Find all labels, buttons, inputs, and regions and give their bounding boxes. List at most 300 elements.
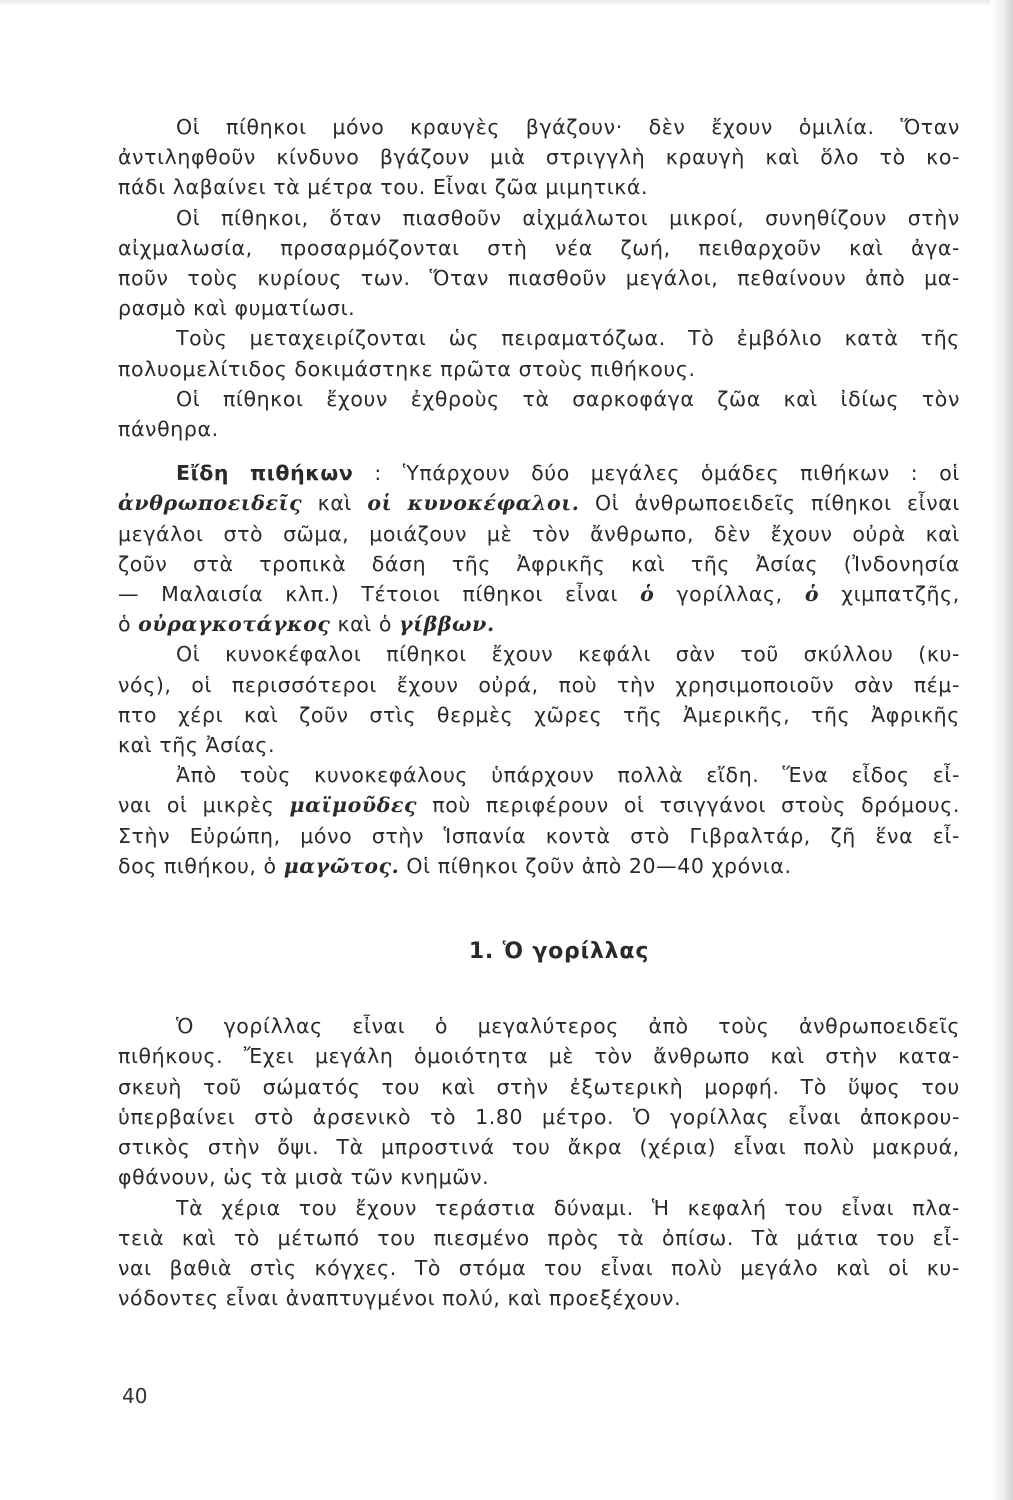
- word: λαβαίνει: [172, 175, 267, 200]
- word: κλπ.): [285, 582, 340, 607]
- word: Τὸ: [688, 326, 715, 351]
- word: πιθήκους.: [590, 356, 696, 381]
- word: γορίλλας: [669, 1104, 770, 1129]
- word: ὅταν: [329, 205, 382, 230]
- word: πολύ,: [442, 1286, 501, 1311]
- word: ρασμὸ: [118, 296, 187, 321]
- word: οὐρὰ: [852, 521, 906, 546]
- word: ὄψι.: [277, 1135, 320, 1160]
- word: ἀπὸ: [865, 266, 906, 291]
- word: κραυγὴ: [665, 145, 745, 170]
- text-line: [118, 1253, 960, 1283]
- word: κίνδυνο: [276, 145, 360, 170]
- word: (Ἰνδονησία: [843, 551, 960, 576]
- word: κυ-: [926, 1255, 960, 1280]
- word: σκευὴ: [118, 1074, 183, 1099]
- text-line: [118, 790, 960, 820]
- word: καὶ: [193, 296, 228, 321]
- scan-top-edge: [0, 0, 1013, 6]
- text-line: [118, 579, 960, 609]
- word: ὡς: [223, 1165, 254, 1190]
- word: ἀναπτυγμένοι: [285, 1286, 436, 1311]
- word: μαγῶτος.: [283, 853, 400, 878]
- word: εἶναι: [600, 1255, 654, 1280]
- word: Τὰ: [751, 1225, 779, 1250]
- word: κυνοκεφάλους: [314, 763, 469, 788]
- text-line: [118, 760, 960, 790]
- word: οὐρά,: [478, 672, 539, 697]
- word: τοὺς: [239, 763, 292, 788]
- word: πιεσμένο: [433, 1225, 530, 1250]
- word: ἔχουν: [396, 672, 459, 697]
- word: σῶμα,: [283, 521, 350, 546]
- text-line: [118, 1102, 960, 1132]
- word: ἀπὸ: [648, 1014, 689, 1039]
- word: ζοῦν: [118, 551, 168, 576]
- word: μεγάλες: [590, 461, 680, 486]
- word: Τὰ: [176, 1195, 204, 1220]
- word: καὶ: [317, 491, 352, 516]
- word: Ἀσίας: [755, 551, 819, 576]
- word: ἀρσενικὸ: [312, 1104, 412, 1129]
- word: στὰ: [192, 551, 234, 576]
- word: μόνο: [332, 115, 385, 139]
- word: εἶναι: [565, 582, 619, 607]
- word: πάδι: [118, 175, 166, 200]
- word: 20—40: [628, 853, 705, 878]
- word: τὰ: [522, 386, 550, 411]
- word: στὴν: [496, 1074, 549, 1099]
- word: των.: [360, 266, 411, 291]
- word: Τοὺς: [176, 326, 228, 351]
- word: ἐξωτερικὴ: [569, 1074, 684, 1099]
- word: στὶς: [369, 702, 417, 727]
- word: οἱ: [888, 1255, 909, 1280]
- word: τεράστια: [435, 1195, 536, 1220]
- word: μαϊμοῦδες: [289, 793, 418, 818]
- text-line: [118, 1193, 960, 1223]
- word: ἐμβόλιο: [736, 326, 823, 351]
- word: καὶ: [118, 733, 153, 758]
- word: κόγχες.: [314, 1255, 397, 1280]
- text-line: [118, 263, 960, 293]
- word: πίθηκοι: [437, 853, 519, 878]
- word: μὲ: [548, 1044, 575, 1069]
- word: πιθήκων: [249, 461, 354, 486]
- text-line: [118, 1162, 960, 1192]
- word: καὶ: [243, 702, 279, 727]
- word: στὸ: [223, 521, 264, 546]
- word: καὶ: [441, 1074, 476, 1099]
- word: εἶναι: [352, 1014, 406, 1039]
- word: στικὸς: [118, 1135, 191, 1160]
- word: πειραματόζωα.: [501, 326, 666, 351]
- word: μέτρο.: [542, 1104, 615, 1129]
- word: μισὰ: [294, 1165, 344, 1190]
- word: ἔχουν: [711, 115, 773, 139]
- text-line: [118, 293, 960, 323]
- word: φυματίωσι.: [234, 296, 356, 321]
- word: ζῶα: [494, 175, 539, 200]
- word: προσαρμόζονται: [280, 235, 460, 260]
- word: δοκιμάστηκε: [294, 356, 434, 381]
- word: ποὺ: [432, 793, 471, 818]
- word: φθάνουν,: [118, 1165, 217, 1190]
- word: πρὸς: [547, 1225, 600, 1250]
- word: πιθήκους.: [118, 1044, 224, 1069]
- word: —: [118, 582, 140, 607]
- word: ἀντιληφθοῦν: [118, 145, 256, 170]
- word: του: [381, 1074, 421, 1099]
- word: τὴν: [617, 672, 656, 697]
- text-line: [118, 488, 960, 518]
- word: Ἀφρικῆς: [871, 702, 960, 727]
- text-line: [118, 730, 960, 760]
- word: πιθήκου,: [163, 853, 257, 878]
- word: ἀπὸ: [581, 853, 622, 878]
- word: ὁ: [434, 1014, 448, 1039]
- word: εἶναι: [788, 1104, 841, 1129]
- word: ἕνα: [875, 823, 914, 848]
- word: πειθαρχοῦν: [698, 235, 822, 260]
- word: μὲ: [486, 521, 513, 546]
- word: μέτρα: [307, 175, 374, 200]
- word: τὰ: [617, 1225, 645, 1250]
- word: αἰχμαλωσία,: [118, 235, 253, 260]
- word: τοῦ: [740, 642, 779, 667]
- word: του: [921, 1074, 960, 1099]
- word: πίθηκοι: [386, 642, 467, 667]
- section-heading: 1. Ὁ γορίλλας: [468, 939, 650, 965]
- word: ἀνθρωποειδεῖς: [799, 1014, 960, 1039]
- word: μπροστινά: [381, 1135, 495, 1160]
- word: καὶ: [630, 551, 666, 576]
- word: βγάζουν: [379, 145, 470, 170]
- word: ὕψος: [847, 1074, 901, 1099]
- word: μιὰ: [490, 145, 526, 170]
- word: ὁμοιότητα: [413, 1044, 529, 1069]
- word: μόνο: [300, 823, 353, 848]
- word: οἱ: [367, 491, 393, 516]
- word: δρόμους.: [861, 793, 960, 818]
- word: χρησιμοποιοῦν: [675, 672, 835, 697]
- word: μακρυά,: [872, 1135, 960, 1160]
- paragraph: [118, 458, 960, 639]
- paragraph: [118, 639, 960, 760]
- word: εἴδη.: [706, 763, 760, 788]
- paragraph: [118, 760, 960, 881]
- word: μάτια: [796, 1225, 859, 1250]
- word: στὸ: [254, 1104, 294, 1129]
- word: Στὴν: [118, 823, 171, 848]
- word: Τὰ: [336, 1135, 364, 1160]
- word: κυνοκέφαλοι.: [407, 491, 580, 516]
- word: εἶδος: [851, 763, 910, 788]
- word: Ἡ: [651, 1195, 670, 1220]
- word: ἰδίως: [840, 386, 900, 411]
- word: Οἱ: [176, 115, 201, 139]
- word: τῆς: [811, 702, 851, 727]
- word: (χέρια): [639, 1135, 717, 1160]
- word: οἱ: [166, 793, 188, 818]
- text-line: [118, 172, 960, 202]
- word: στοὺς: [518, 356, 584, 381]
- word: τὰ: [260, 1165, 288, 1190]
- word: εἶναι: [907, 491, 960, 516]
- word: δάση: [371, 551, 427, 576]
- paragraph: [118, 112, 960, 203]
- word: ὀπίσω.: [661, 1225, 735, 1250]
- word: μοιάζουν: [369, 521, 468, 546]
- word: ναι: [118, 1255, 152, 1280]
- word: σκύλλου: [803, 642, 894, 667]
- word: Μαλαισία: [161, 582, 264, 607]
- text-line: [118, 1223, 960, 1253]
- word: καὶ: [849, 235, 884, 260]
- word: ἄνθρωπο,: [590, 521, 695, 546]
- word: Ὁ: [633, 1104, 652, 1129]
- paragraph: [118, 203, 960, 324]
- word: χῶρες: [534, 702, 603, 727]
- word: του.: [380, 175, 426, 200]
- word: 1.80: [475, 1104, 524, 1129]
- word: ὁ: [263, 853, 277, 878]
- word: πρῶτα: [440, 356, 512, 381]
- word: χέρι: [177, 702, 224, 727]
- word: τῶν: [350, 1165, 394, 1190]
- word: κοντὰ: [545, 823, 611, 848]
- word: θερμὲς: [436, 702, 514, 727]
- word: μεγάλοι,: [625, 266, 719, 291]
- paragraph: [118, 1011, 960, 1192]
- word: πολλὰ: [617, 763, 684, 788]
- word: τῆς: [623, 702, 663, 727]
- scan-right-edge: [991, 0, 1013, 1500]
- word: ὡς: [448, 326, 480, 351]
- word: του: [876, 1225, 916, 1250]
- word: τὸ: [430, 1104, 457, 1129]
- word: καὶ: [783, 386, 818, 411]
- word: χέρια: [221, 1195, 281, 1220]
- word: Οἱ: [176, 205, 201, 230]
- word: κο-: [926, 145, 960, 170]
- word: κυρίους: [257, 266, 342, 291]
- word: τὸν: [594, 1044, 633, 1069]
- word: καὶ: [836, 1255, 871, 1280]
- text-line: [118, 1011, 960, 1041]
- word: πίθηκοι: [462, 582, 544, 607]
- page-number: 40: [122, 1384, 148, 1408]
- word: κνημῶν.: [400, 1165, 490, 1190]
- word: πλα-: [912, 1195, 960, 1220]
- word: κατὰ: [844, 326, 899, 351]
- word: στὴν: [907, 205, 960, 230]
- word: ζοῦν: [299, 702, 349, 727]
- text-line: [118, 670, 960, 700]
- word: νός),: [118, 672, 172, 697]
- word: ἀποκρου-: [859, 1104, 960, 1129]
- word: Ἀφρικῆς: [516, 551, 606, 576]
- word: εἶναι: [733, 1135, 787, 1160]
- word: Ὁ: [176, 1014, 194, 1039]
- word: σώματός: [262, 1074, 361, 1099]
- word: τῆς: [920, 326, 960, 351]
- word: Οἱ: [176, 642, 201, 667]
- text-block-animals: [118, 112, 960, 881]
- word: τοῦ: [203, 1074, 242, 1099]
- word: περιφέρουν: [485, 793, 609, 818]
- text-block-gorilla: [118, 1011, 960, 1313]
- word: γίββων.: [398, 612, 495, 637]
- word: γορίλλας: [223, 1014, 323, 1039]
- word: τὰ: [273, 175, 301, 200]
- text-line: [118, 354, 960, 384]
- word: Εἶναι: [432, 175, 488, 200]
- word: Ἱσπανία: [443, 823, 527, 848]
- word: :: [910, 461, 919, 486]
- word: σὰν: [675, 642, 716, 667]
- word: Ὑπάρχουν: [402, 461, 511, 486]
- word: στόμα: [458, 1255, 527, 1280]
- word: ποὺ: [558, 672, 598, 697]
- word: πιασθοῦν: [402, 205, 502, 230]
- word: χιμπατζῆς,: [841, 582, 960, 607]
- word: τὸ: [879, 145, 906, 170]
- word: ναι: [118, 793, 152, 818]
- word: πιθήκων: [800, 461, 890, 486]
- text-line: [118, 851, 960, 881]
- word: του: [544, 1255, 583, 1280]
- text-line: [118, 519, 960, 549]
- word: τοὺς: [187, 266, 239, 291]
- text-line: [118, 203, 960, 233]
- text-line: [118, 549, 960, 579]
- word: αἰχμάλωτοι: [522, 205, 649, 230]
- word: του: [377, 1225, 416, 1250]
- word: Γιβραλτάρ,: [689, 823, 811, 848]
- word: ἐχθροὺς: [410, 386, 500, 411]
- paragraph: [118, 1193, 960, 1314]
- word: μεγάλοι: [118, 521, 204, 546]
- word: χρόνια.: [711, 853, 792, 878]
- text-line: [118, 1132, 960, 1162]
- word: βγάζουν·: [525, 115, 623, 139]
- word: (κυ-: [918, 642, 960, 667]
- word: στὴν: [207, 1135, 260, 1160]
- spacer: [118, 967, 960, 1011]
- word: Ὅταν: [900, 115, 960, 139]
- word: δύο: [531, 461, 570, 486]
- word: ὁ: [118, 612, 132, 637]
- word: ὁμιλία.: [798, 115, 875, 139]
- page-text: [118, 112, 960, 1313]
- word: Ἕνα: [782, 763, 829, 788]
- word: καὶ: [337, 612, 372, 637]
- word: βαθιὰ: [169, 1255, 233, 1280]
- word: δὲν: [648, 115, 686, 139]
- word: Εὐρώπη,: [189, 823, 281, 848]
- text-line: [118, 1072, 960, 1102]
- word: στὶς: [249, 1255, 297, 1280]
- word: ζοῦν: [525, 853, 575, 878]
- word: δὲν: [713, 521, 751, 546]
- word: σὰν: [854, 672, 894, 697]
- word: μεγαλύτερος: [477, 1014, 619, 1039]
- word: κραυγὲς: [410, 115, 501, 139]
- word: στριγγλὴ: [545, 145, 646, 170]
- paragraph: [118, 384, 960, 444]
- spacer: [118, 444, 960, 458]
- word: προεξέχουν.: [548, 1286, 682, 1311]
- word: εἶ-: [932, 1225, 960, 1250]
- word: πίθηκοι: [222, 386, 304, 411]
- word: κεφαλή: [687, 1195, 767, 1220]
- word: ἀγα-: [911, 235, 960, 260]
- word: ὅλο: [820, 145, 860, 170]
- word: καὶ: [770, 1044, 805, 1069]
- word: τῆς: [451, 551, 491, 576]
- word: εἶναι: [841, 1195, 895, 1220]
- word: ὁ: [804, 582, 820, 607]
- text-line: [118, 639, 960, 669]
- text-line: [118, 821, 960, 851]
- word: Τὸ: [800, 1074, 827, 1099]
- word: ζῶα: [717, 386, 761, 411]
- word: Ὅταν: [429, 266, 490, 291]
- word: πιασθοῦν: [507, 266, 607, 291]
- word: ἔχουν: [326, 386, 389, 411]
- spacer: [118, 881, 960, 937]
- word: τῆς: [159, 733, 199, 758]
- word: μέτωπό: [277, 1225, 360, 1250]
- word: Τὸ: [414, 1255, 441, 1280]
- word: δος: [118, 853, 157, 878]
- word: ἔχουν: [355, 1195, 418, 1220]
- text-line: [118, 142, 960, 172]
- word: Εἴδη: [176, 461, 230, 486]
- word: στὴν: [825, 1044, 878, 1069]
- word: περισσότεροι: [231, 672, 377, 697]
- word: τὸ: [233, 1225, 260, 1250]
- text-line: [118, 112, 960, 142]
- word: πάνθηρα.: [118, 417, 219, 442]
- word: κατα-: [898, 1044, 960, 1069]
- word: ὁ: [640, 582, 655, 607]
- word: πολὺ: [671, 1255, 723, 1280]
- text-line: [118, 609, 960, 639]
- word: καὶ: [765, 145, 800, 170]
- word: :: [374, 461, 382, 486]
- word: τειὰ: [118, 1225, 165, 1250]
- word: ἄκρα: [567, 1135, 623, 1160]
- word: ὁμάδες: [700, 461, 780, 486]
- word: μικρὲς: [202, 793, 275, 818]
- word: πέμ-: [913, 672, 960, 697]
- word: ζωή,: [620, 235, 671, 260]
- word: εἶ-: [932, 763, 960, 788]
- paragraph: [118, 323, 960, 383]
- text-line: [118, 700, 960, 730]
- word: μορφή.: [704, 1074, 780, 1099]
- word: του: [511, 1135, 551, 1160]
- word: πεθαίνουν: [737, 266, 847, 291]
- word: ἄνθρωπο: [653, 1044, 750, 1069]
- text-line: [118, 1041, 960, 1071]
- word: οἱ: [623, 793, 645, 818]
- word: ὁ: [378, 612, 392, 637]
- word: ὑπερβαίνει: [118, 1104, 236, 1129]
- text-line: [118, 1283, 960, 1313]
